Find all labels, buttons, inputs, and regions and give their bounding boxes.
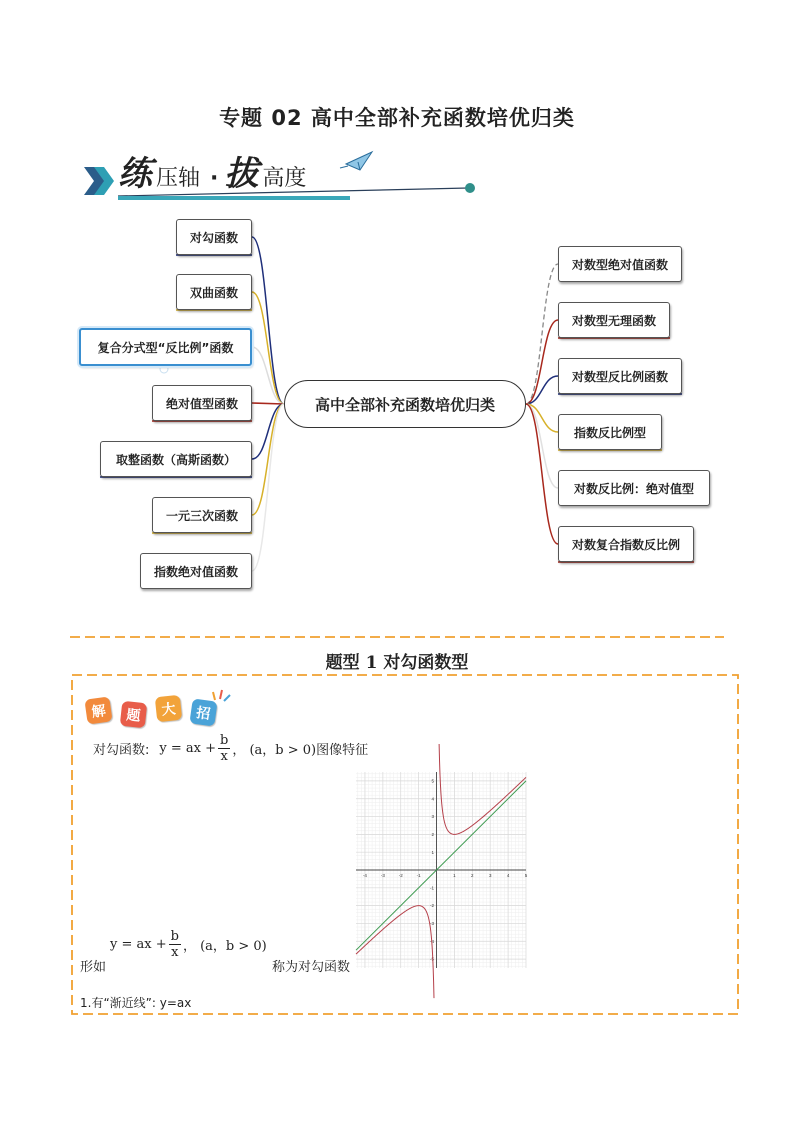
asymptote-item: 1.有“渐近线”: y=ax [80, 996, 192, 1010]
x-tick-label: -4 [362, 873, 367, 878]
banner-char-ba: 拔 [224, 154, 259, 194]
y-tick-label: -3 [430, 921, 435, 927]
line2-suffix: 称为对勾函数 [272, 960, 351, 975]
banner-text-yazhou: 压轴 [156, 166, 201, 191]
sparkle-icon [212, 688, 232, 702]
tips-badge [86, 688, 236, 728]
line1-condition: ， (a，b > 0) [232, 743, 317, 758]
y-tick-label: -4 [430, 938, 435, 944]
banner-separator: · [210, 166, 219, 191]
line2-prefix: 形如 [80, 960, 107, 975]
line2-frac-num: b [170, 929, 179, 944]
line1-formula-left: y = ax + [159, 741, 216, 756]
x-tick-label: -1 [416, 873, 421, 878]
x-tick-label: -2 [398, 873, 403, 878]
y-tick-label: 5 [431, 778, 435, 784]
x-tick-label: 2 [471, 873, 474, 878]
mindmap-center-node[interactable]: 高中全部补充函数培优归类 [284, 380, 526, 428]
tag-jie: 解 [84, 696, 112, 724]
x-tick-label: -3 [380, 873, 385, 878]
x-tick-label: 4 [506, 873, 510, 878]
page-title: 专题 02 高中全部补充函数培优归类 [219, 106, 575, 130]
line2-frac-den: x [171, 945, 179, 960]
y-tick-label: -2 [430, 903, 435, 909]
y-tick-label: -1 [430, 885, 435, 891]
x-tick-label: 3 [488, 873, 492, 878]
x-tick-label: 5 [524, 873, 528, 878]
tag-zhao: 招 [189, 698, 217, 726]
formula-line-1 [93, 733, 368, 764]
mindmap-node-left-4[interactable]: 绝对值型函数 [152, 385, 252, 421]
line1-label: 对勾函数: [93, 743, 150, 758]
mindmap-node-left-7[interactable]: 指数绝对值函数 [140, 553, 252, 589]
y-tick-label: -5 [430, 956, 435, 962]
line1-fraction [218, 733, 230, 764]
asymptote-line [356, 778, 526, 950]
mindmap-node-right-3[interactable]: 对数型反比例函数 [558, 358, 682, 394]
formula-line-2 [110, 929, 267, 960]
line1-suffix: 图像特征 [316, 743, 369, 758]
mindmap-node-right-5[interactable]: 对数反比例：绝对值型 [558, 470, 710, 506]
x-tick-label: 1 [453, 873, 456, 878]
line2-formula-left: y = ax + [110, 937, 167, 952]
mindmap-node-left-5[interactable]: 取整函数（高斯函数） [100, 441, 252, 477]
mindmap-node-right-1[interactable]: 对数型绝对值函数 [558, 246, 682, 282]
banner-char-lian: 练 [118, 154, 152, 194]
line1-frac-num: b [220, 733, 229, 748]
y-tick-label: 1 [431, 849, 435, 855]
hook-function-graph [356, 772, 526, 968]
mindmap-node-left-6[interactable]: 一元三次函数 [152, 497, 252, 533]
section-title: 题型 1 对勾函数型 [325, 653, 469, 673]
mindmap-node-left-2[interactable]: 双曲函数 [176, 274, 252, 310]
banner-text-gaodu: 高度 [262, 166, 307, 191]
y-tick-label: 4 [431, 796, 435, 802]
tag-ti: 题 [120, 701, 147, 728]
y-tick-label: 3 [431, 814, 435, 820]
mindmap-node-right-4[interactable]: 指数反比例型 [558, 414, 662, 450]
mindmap-node-left-3[interactable]: 复合分式型“反比例”函数 [79, 328, 252, 366]
mindmap-node-right-6[interactable]: 对数复合指数反比例 [558, 526, 694, 562]
line2-fraction [169, 929, 181, 960]
tag-da: 大 [155, 695, 182, 722]
line2-condition: ， (a，b > 0) [182, 939, 267, 954]
mindmap-node-right-2[interactable]: 对数型无理函数 [558, 302, 670, 338]
mindmap-node-left-1[interactable]: 对勾函数 [176, 219, 252, 255]
line1-frac-den: x [220, 749, 228, 764]
y-tick-label: 2 [431, 831, 435, 837]
